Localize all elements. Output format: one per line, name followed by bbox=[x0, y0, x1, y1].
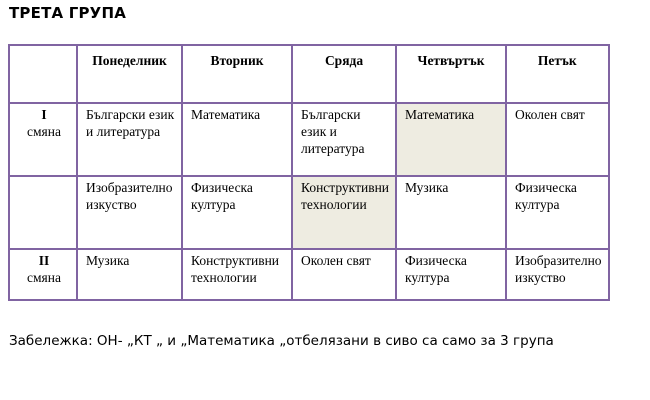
lesson-cell: Конструктивни технологии bbox=[182, 249, 292, 300]
lesson-cell: Музика bbox=[396, 176, 506, 249]
lesson-cell: Физическа култура bbox=[182, 176, 292, 249]
table-row bbox=[9, 176, 609, 249]
lesson-cell: Изобразително изкуство bbox=[506, 249, 609, 300]
shift-number: I bbox=[41, 107, 47, 122]
table-row bbox=[9, 249, 609, 300]
lesson-cell: Околен свят bbox=[292, 249, 396, 300]
header-cell-tuesday: Вторник bbox=[182, 45, 292, 103]
header-cell-empty bbox=[9, 45, 77, 103]
shift-cell bbox=[9, 176, 77, 249]
lesson-cell: Физическа култура bbox=[396, 249, 506, 300]
table-row bbox=[9, 103, 609, 176]
header-cell-monday: Понеделник bbox=[77, 45, 182, 103]
lesson-cell: Музика bbox=[77, 249, 182, 300]
lesson-cell: Математика bbox=[182, 103, 292, 176]
lesson-cell-highlighted: Математика bbox=[396, 103, 506, 176]
shift-number: II bbox=[38, 253, 50, 268]
footnote: Забележка: ОН- „КТ „ и „Математика „отбелязани в сиво са само за 3 група bbox=[9, 333, 554, 349]
lesson-cell: Български език и литература bbox=[77, 103, 182, 176]
lesson-cell: Изобразително изкуство bbox=[77, 176, 182, 249]
shift-label: смяна bbox=[27, 124, 61, 139]
shift-cell bbox=[9, 103, 77, 176]
header-cell-wednesday: Сряда bbox=[292, 45, 396, 103]
header-cell-thursday: Четвъртък bbox=[396, 45, 506, 103]
header-cell-friday: Петък bbox=[506, 45, 609, 103]
schedule-table bbox=[8, 44, 610, 301]
shift-label: смяна bbox=[27, 270, 61, 285]
lesson-cell-highlighted: Конструктивни технологии bbox=[292, 176, 396, 249]
lesson-cell: Околен свят bbox=[506, 103, 609, 176]
lesson-cell: Физическа култура bbox=[506, 176, 609, 249]
page-title: ТРЕТА ГРУПА bbox=[9, 4, 127, 22]
lesson-cell: Български език и литература bbox=[292, 103, 396, 176]
shift-cell bbox=[9, 249, 77, 300]
header-row bbox=[9, 45, 609, 103]
